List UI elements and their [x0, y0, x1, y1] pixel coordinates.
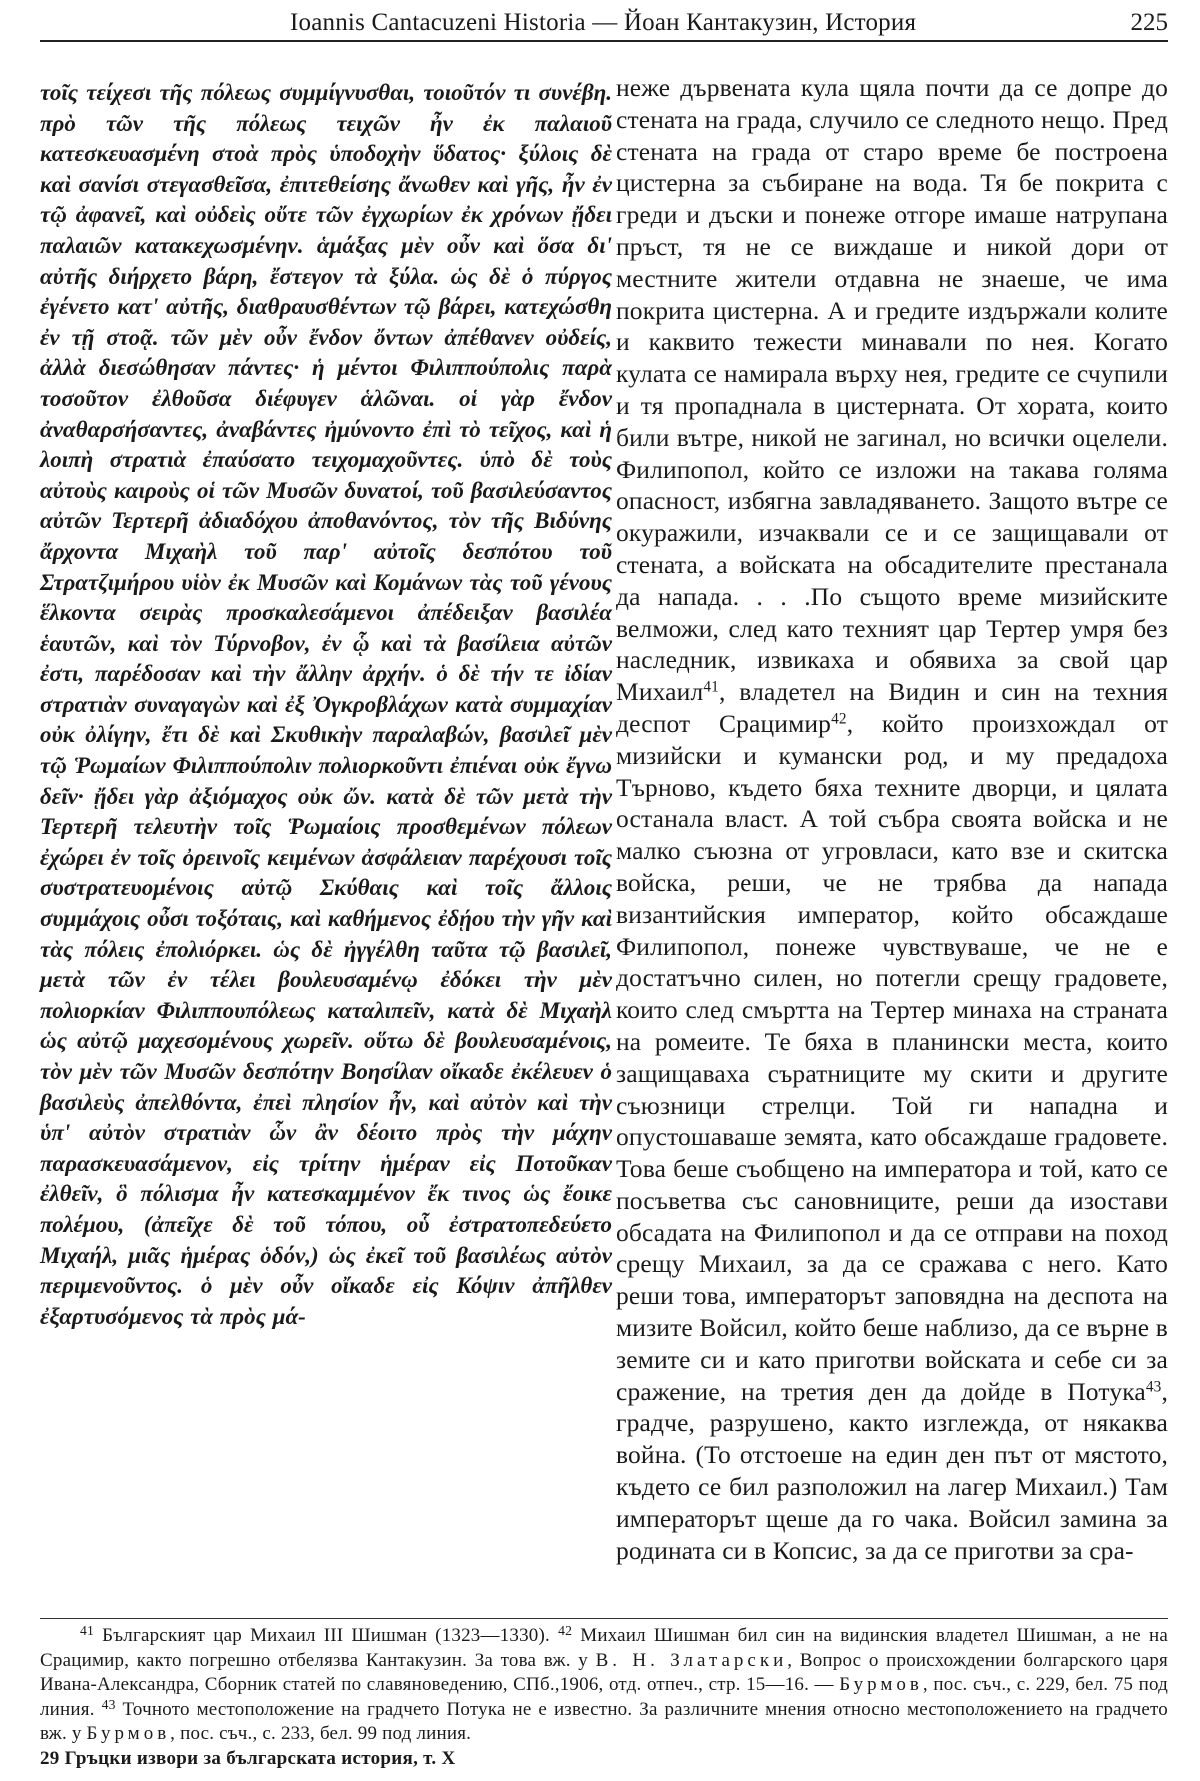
- footnote-divider: [40, 1618, 1168, 1619]
- footnote-text-43a: Точното местоположение на градчето Потука не е известно. За различните мнения относно местоположението на градчето вж. у: [40, 1698, 1168, 1745]
- footnote-number-41: 41: [80, 1622, 95, 1638]
- running-header: [40, 6, 1168, 42]
- footnote-text-42b: , Вопрос о происхождении болгарского царя Ивана-Александра, Сборник статей по славяноведению, СПб.,1906, отд. отпеч., стр. 15—16. —: [40, 1649, 1168, 1696]
- bulgarian-text-part-3: , който произхождал от мизийски и кумански род, и му предадоха Търново, където бяха техните дворци, и цялата останала власт. А той събра своята войска и не малко съюзна от угровласи, като взе и скитска войска, реши, че не трябва да напада византийския император, който обсаждаше Филипопол, понеже чувствуваше, че не е достатъчно силен, но потегли срещу градовете, които след смъртта на Тертер минаха на страната на ромеите. Те бяха в планински места, които защищаваха съратниците му скити и другите съюзници стрелци. Той ги нападна и опустошаваше земята, като обсаждаше градовете. Това беше съобщено на императора и той, като се посъветва със сановниците, реши да изостави обсадата на Филипопол и да се отправи на поход срещу Михаил, за да се сражава с него. Като реши това, императорът заповядна на деспота на мизите Войсил, който беше наблизо, да се върне в земите си и като приготви войската и себе си за сражение, на третия ден да дойде в Потука: [616, 708, 1168, 1406]
- bulgarian-text-part-4: , градче, разрушено, както изглежда, от някаква война. (То отстоеше на един ден път от мястото, където се бил разположил на лагер Михаил.) Там императорът щеше да го чака. Войсил замина за родината си в Копсис, за да се приготви за сра-: [616, 1376, 1168, 1565]
- footnote-author-burmov-2: Бурмов: [86, 1723, 171, 1745]
- footnote-number-43: 43: [101, 1696, 116, 1712]
- footnote-number-42: 42: [558, 1622, 573, 1638]
- printer-signature: 29 Гръцки извори за българската история, т. X: [40, 1748, 456, 1769]
- header-title: Ioannis Cantacuzeni Historia — Йоан Кантакузин, История: [290, 9, 917, 36]
- bulgarian-text-part-2: , владетел на Видин и син на техния деспот Срацимир: [616, 677, 1168, 738]
- footnote-text-42c: , пос. съч., с. 229, бел. 75 под линия.: [40, 1674, 1168, 1720]
- footnote-text-43b: , пос. съч., с. 233, бел. 99 под линия.: [170, 1723, 472, 1745]
- footnote-ref-43: 43: [1145, 1378, 1162, 1396]
- bulgarian-paragraph: [616, 72, 1168, 1566]
- footnote-author-zlatarski: В. Н. Златарски: [595, 1649, 788, 1671]
- bulgarian-text-part-1: неже дървената кула щяла почти да се допре до стената на града, случило се следното нещо. Пред стената на града от старо време бе построена цистерна за събиране на вода. Тя бе покрита с греди и дъски и понеже отгоре имаше натрупана пръст, тя не се виждаше и никой дори от местните жители отдавна не знаеше, че има покрита цистерна. А и гредите издържали колите и каквито тежести минавали по нея. Когато кулата се намирала върху нея, гредите се счупили и тя пропаднала в цистерната. От хората, които били вътре, никой не загинал, но всички оцелели. Филипопол, който се изложи на такава голяма опасност, избягна завладяването. Защото вътре се окуражили, изчаквали се и се защищавали от стената, а войската на обсадителите престанала да напада. . . .По същото време мизийските велможи, след като техният цар Тертер умря без наследник, извикаха и обявиха за свой цар Михаил: [616, 73, 1168, 707]
- greek-text-column: [40, 78, 612, 1332]
- footnote-author-burmov-1: Бурмов: [839, 1674, 923, 1696]
- greek-paragraph: τοῖς τείχεσι τῆς πόλεως συμμίγνυσθαι, τοιοῦτόν τι συνέβη. πρὸ τῶν τῆς πόλεως τειχῶν ἦν ἐκ παλαιοῦ κατεσκευασμένη στοὰ πρὸς ὑποδοχὴν ὕδατος· ξύλοις δὲ καὶ σανίσι στεγασθεῖσα, ἐπιτεθείσης ἄνωθεν καὶ γῆς, ἦν ἐν τῷ ἀφανεῖ, καὶ οὐδεὶς οὔτε τῶν ἐγχωρίων ἐκ χρόνων ᾔδει παλαιῶν κατακεχωσμένην. ἁμάξας μὲν οὖν καὶ ὅσα δι' αὐτῆς διήρχετο βάρη, ἔστεγον τὰ ξύλα. ὡς δὲ ὁ πύργος ἐγένετο κατ' αὐτῆς, διαθραυσθέντων τῷ βάρει, κατεχώσθη ἐν τῇ στοᾷ. τῶν μὲν οὖν ἔνδον ὄντων ἀπέθανεν οὐδείς, ἀλλὰ διεσώθησαν πάντες· ἡ μέντοι Φιλιππούπολις παρὰ τοσοῦτον ἐλθοῦσα διέφυγεν ἁλῶναι. οἱ γὰρ ἔνδον ἀναθαρσήσαντες, ἀναβάντες ἠμύνοντο ἐπὶ τὸ τεῖχος, καὶ ἡ λοιπὴ στρατιὰ ἐπαύσατο τειχομαχοῦντες. ὑπὸ δὲ τοὺς αὐτοὺς καιροὺς οἱ τῶν Μυσῶν δυνατοί, τοῦ βασιλεύσαντος αὐτῶν Τερτερῆ ἀδιαδόχου ἀποθανόντος, τὸν τῆς Βιδύνης ἄρχοντα Μιχαὴλ τοῦ παρ' αὐτοῖς δεσπότου τοῦ Στρατζιμήρου υἱὸν ἐκ Μυσῶν καὶ Κομάνων τὰς τοῦ γένους ἕλκοντα σειρὰς προσκαλεσάμενοι ἀπέδειξαν βασιλέα ἑαυτῶν, καὶ τὸν Τύρνοβον, ἐν ᾧ καὶ τὰ βασίλεια αὐτῶν ἐστι, παρέδοσαν καὶ τὴν ἄλλην ἀρχήν. ὁ δὲ τήν τε ἰδίαν στρατιὰν συναγαγὼν καὶ ἐξ Ὀγκροβλάχων κατὰ συμμαχίαν οὐκ ὀλίγην, ἔτι δὲ καὶ Σκυθικὴν παραλαβών, βασιλεῖ μὲν τῷ Ῥωμαίων Φιλιππούπολιν πολιορκοῦντι ἐπιέναι οὐκ ἔγνω δεῖν· ᾔδει γὰρ ἀξιόμαχος οὐκ ὤν. κατὰ δὲ τῶν μετὰ τὴν Τερτερῆ τελευτὴν τοῖς Ῥωμαίοις προσθεμένων πόλεων ἐχώρει ἐν τοῖς ὀρεινοῖς κειμένων ἀσφάλειαν παρέχουσι τοῖς συστρατευομένοις αὐτῷ Σκύθαις καὶ τοῖς ἄλλοις συμμάχοις οὖσι τοξόταις, καὶ καθήμενος ἐδῄου τὴν γῆν καὶ τὰς πόλεις ἐπολιόρκει. ὡς δὲ ἠγγέλθη ταῦτα τῷ βασιλεῖ, μετὰ τῶν ἐν τέλει βουλευσαμένῳ ἐδόκει τὴν μὲν πολιορκίαν Φιλιππουπόλεως καταλιπεῖν, κατὰ δὲ Μιχαὴλ ὡς αὐτῷ μαχεσομένους χωρεῖν. οὕτω δὲ βουλευσαμένοις, τὸν μὲν τῶν Μυσῶν δεσπότην Βοησίλαν οἴκαδε ἐκέλευεν ὁ βασιλεὺς ἀπελθόντα, ἐπεὶ πλησίον ἦν, καὶ αὐτὸν καὶ τὴν ὑπ' αὐτὸν στρατιὰν ὧν ἂν δέοιτο πρὸς τὴν μάχην παρασκευασάμενον, εἰς τρίτην ἡμέραν εἰς Ποτοῦκαν ἐλθεῖν, ὃ πόλισμα ἦν κατεσκαμμένον ἔκ τινος ὡς ἔοικε πολέμου, (ἀπεῖχε δὲ τοῦ τόπου, οὗ ἐστρατοπεδεύετο Μιχαήλ, μιᾶς ἡμέρας ὁδόν,) ὡς ἐκεῖ τοῦ βασιλέως αὐτὸν περιμενοῦντος. ὁ μὲν οὖν οἴκαδε εἰς Κόψιν ἀπῆλθεν ἐξαρτυσόμενος τὰ πρὸς μά-: [40, 80, 612, 1329]
- footnote-text-42a: Михаил Шишман бил син на видинския владетел Шишман, а не на Срацимир, както погрешно отбелязва Кантакузин. За това вж. у: [40, 1625, 1168, 1671]
- footnote-text-41: Българският цар Михаил III Шишман (1323—1330).: [94, 1625, 559, 1646]
- footnotes-block: [40, 1624, 1168, 1747]
- footnote-ref-42: 42: [831, 710, 847, 728]
- footnotes-paragraph: [40, 1624, 1168, 1747]
- footnote-ref-41: 41: [703, 678, 719, 696]
- bulgarian-translation-column: [616, 72, 1168, 1566]
- page-number: 225: [1130, 9, 1168, 36]
